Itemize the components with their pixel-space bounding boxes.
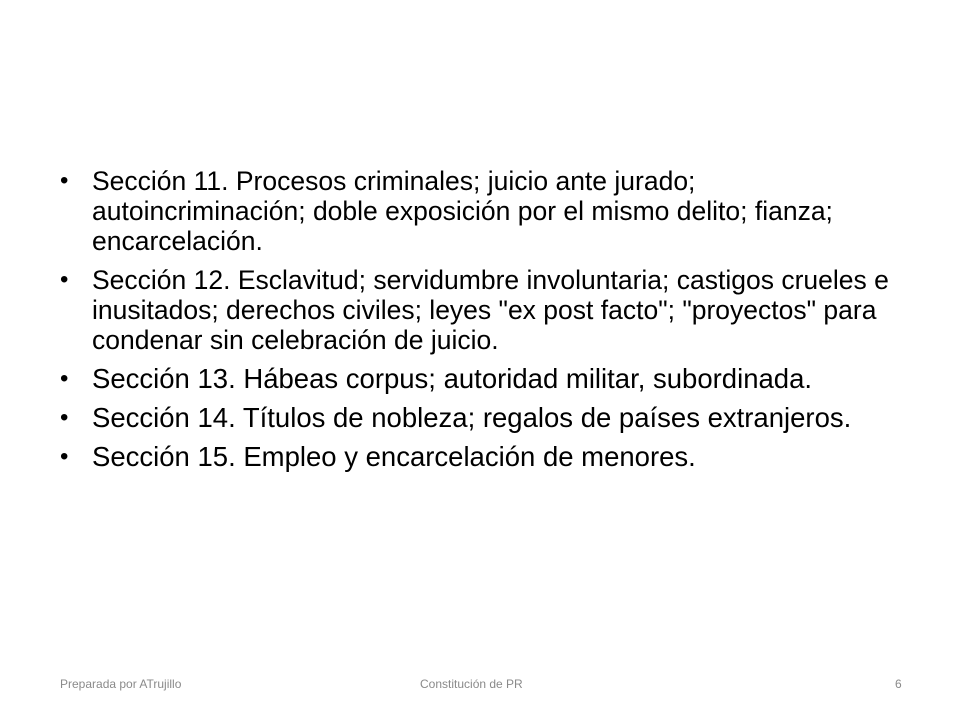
bullet-text: Sección 12. Esclavitud; servidumbre involuntaria; castigos crueles e inusitados; derechos civiles; leyes "ex post facto"; "proyectos" para condenar sin celebración de juicio. — [92, 265, 889, 355]
bullet-item-seccion-13 — [60, 364, 910, 394]
footer-title: Constitución de PR — [420, 677, 523, 691]
bullet-dot-icon: • — [60, 167, 69, 194]
bullet-item-seccion-12 — [60, 265, 910, 355]
bullet-dot-icon: • — [60, 266, 69, 293]
bullet-list — [60, 166, 910, 472]
bullet-text: Sección 14. Títulos de nobleza; regalos de países extranjeros. — [92, 402, 852, 433]
bullet-item-seccion-15 — [60, 442, 910, 472]
bullet-item-seccion-11 — [60, 166, 910, 256]
footer-author: Preparada por ATrujillo — [60, 677, 182, 691]
bullet-text: Sección 13. Hábeas corpus; autoridad militar, subordinada. — [92, 363, 813, 394]
footer-page-number: 6 — [895, 677, 902, 691]
bullet-dot-icon: • — [60, 365, 69, 392]
bullet-text: Sección 15. Empleo y encarcelación de menores. — [92, 441, 696, 472]
bullet-text: Sección 11. Procesos criminales; juicio ante jurado; autoincriminación; doble exposición por el mismo delito; fianza; encarcelación. — [92, 166, 833, 256]
bullet-dot-icon: • — [60, 443, 69, 470]
bullet-dot-icon: • — [60, 404, 69, 431]
slide-body — [60, 166, 910, 481]
bullet-item-seccion-14 — [60, 403, 910, 433]
